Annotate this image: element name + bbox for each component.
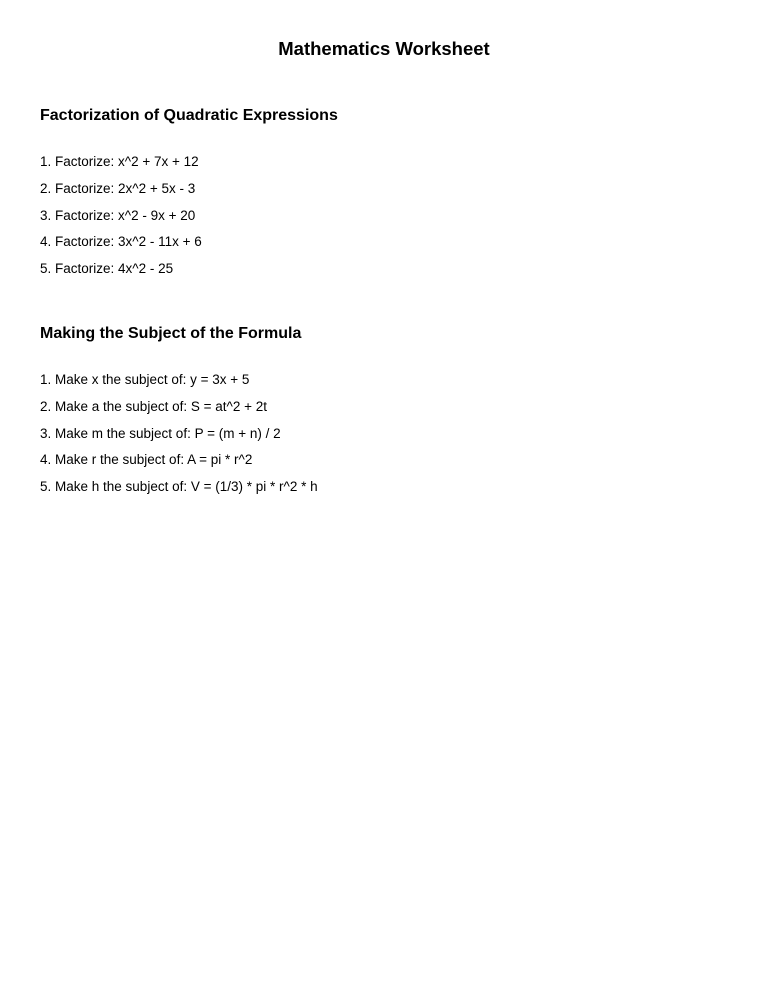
list-item: 4. Factorize: 3x^2 - 11x + 6 xyxy=(40,234,202,250)
list-item: 2. Make a the subject of: S = at^2 + 2t xyxy=(40,398,267,414)
list-item: 2. Factorize: 2x^2 + 5x - 3 xyxy=(40,180,196,196)
section-heading-factorization: Factorization of Quadratic Expressions xyxy=(40,107,338,124)
list-item: 3. Factorize: x^2 - 9x + 20 xyxy=(40,207,196,223)
list-item: 5. Factorize: 4x^2 - 25 xyxy=(40,261,174,276)
subject-formula-question-list xyxy=(40,372,318,506)
list-item: 3. Make m the subject of: P = (m + n) / 2 xyxy=(40,425,281,441)
section-heading-subject-of-formula: Making the Subject of the Formula xyxy=(40,325,302,342)
list-item: 5. Make h the subject of: V = (1/3) * pi * r^2 * h xyxy=(40,479,318,494)
list-item: 1. Make x the subject of: y = 3x + 5 xyxy=(40,372,250,387)
page-title: Mathematics Worksheet xyxy=(278,38,490,59)
list-item: 4. Make r the subject of: A = pi * r^2 xyxy=(40,452,253,468)
list-item: 1. Factorize: x^2 + 7x + 12 xyxy=(40,154,199,169)
factorization-question-list xyxy=(40,154,202,288)
